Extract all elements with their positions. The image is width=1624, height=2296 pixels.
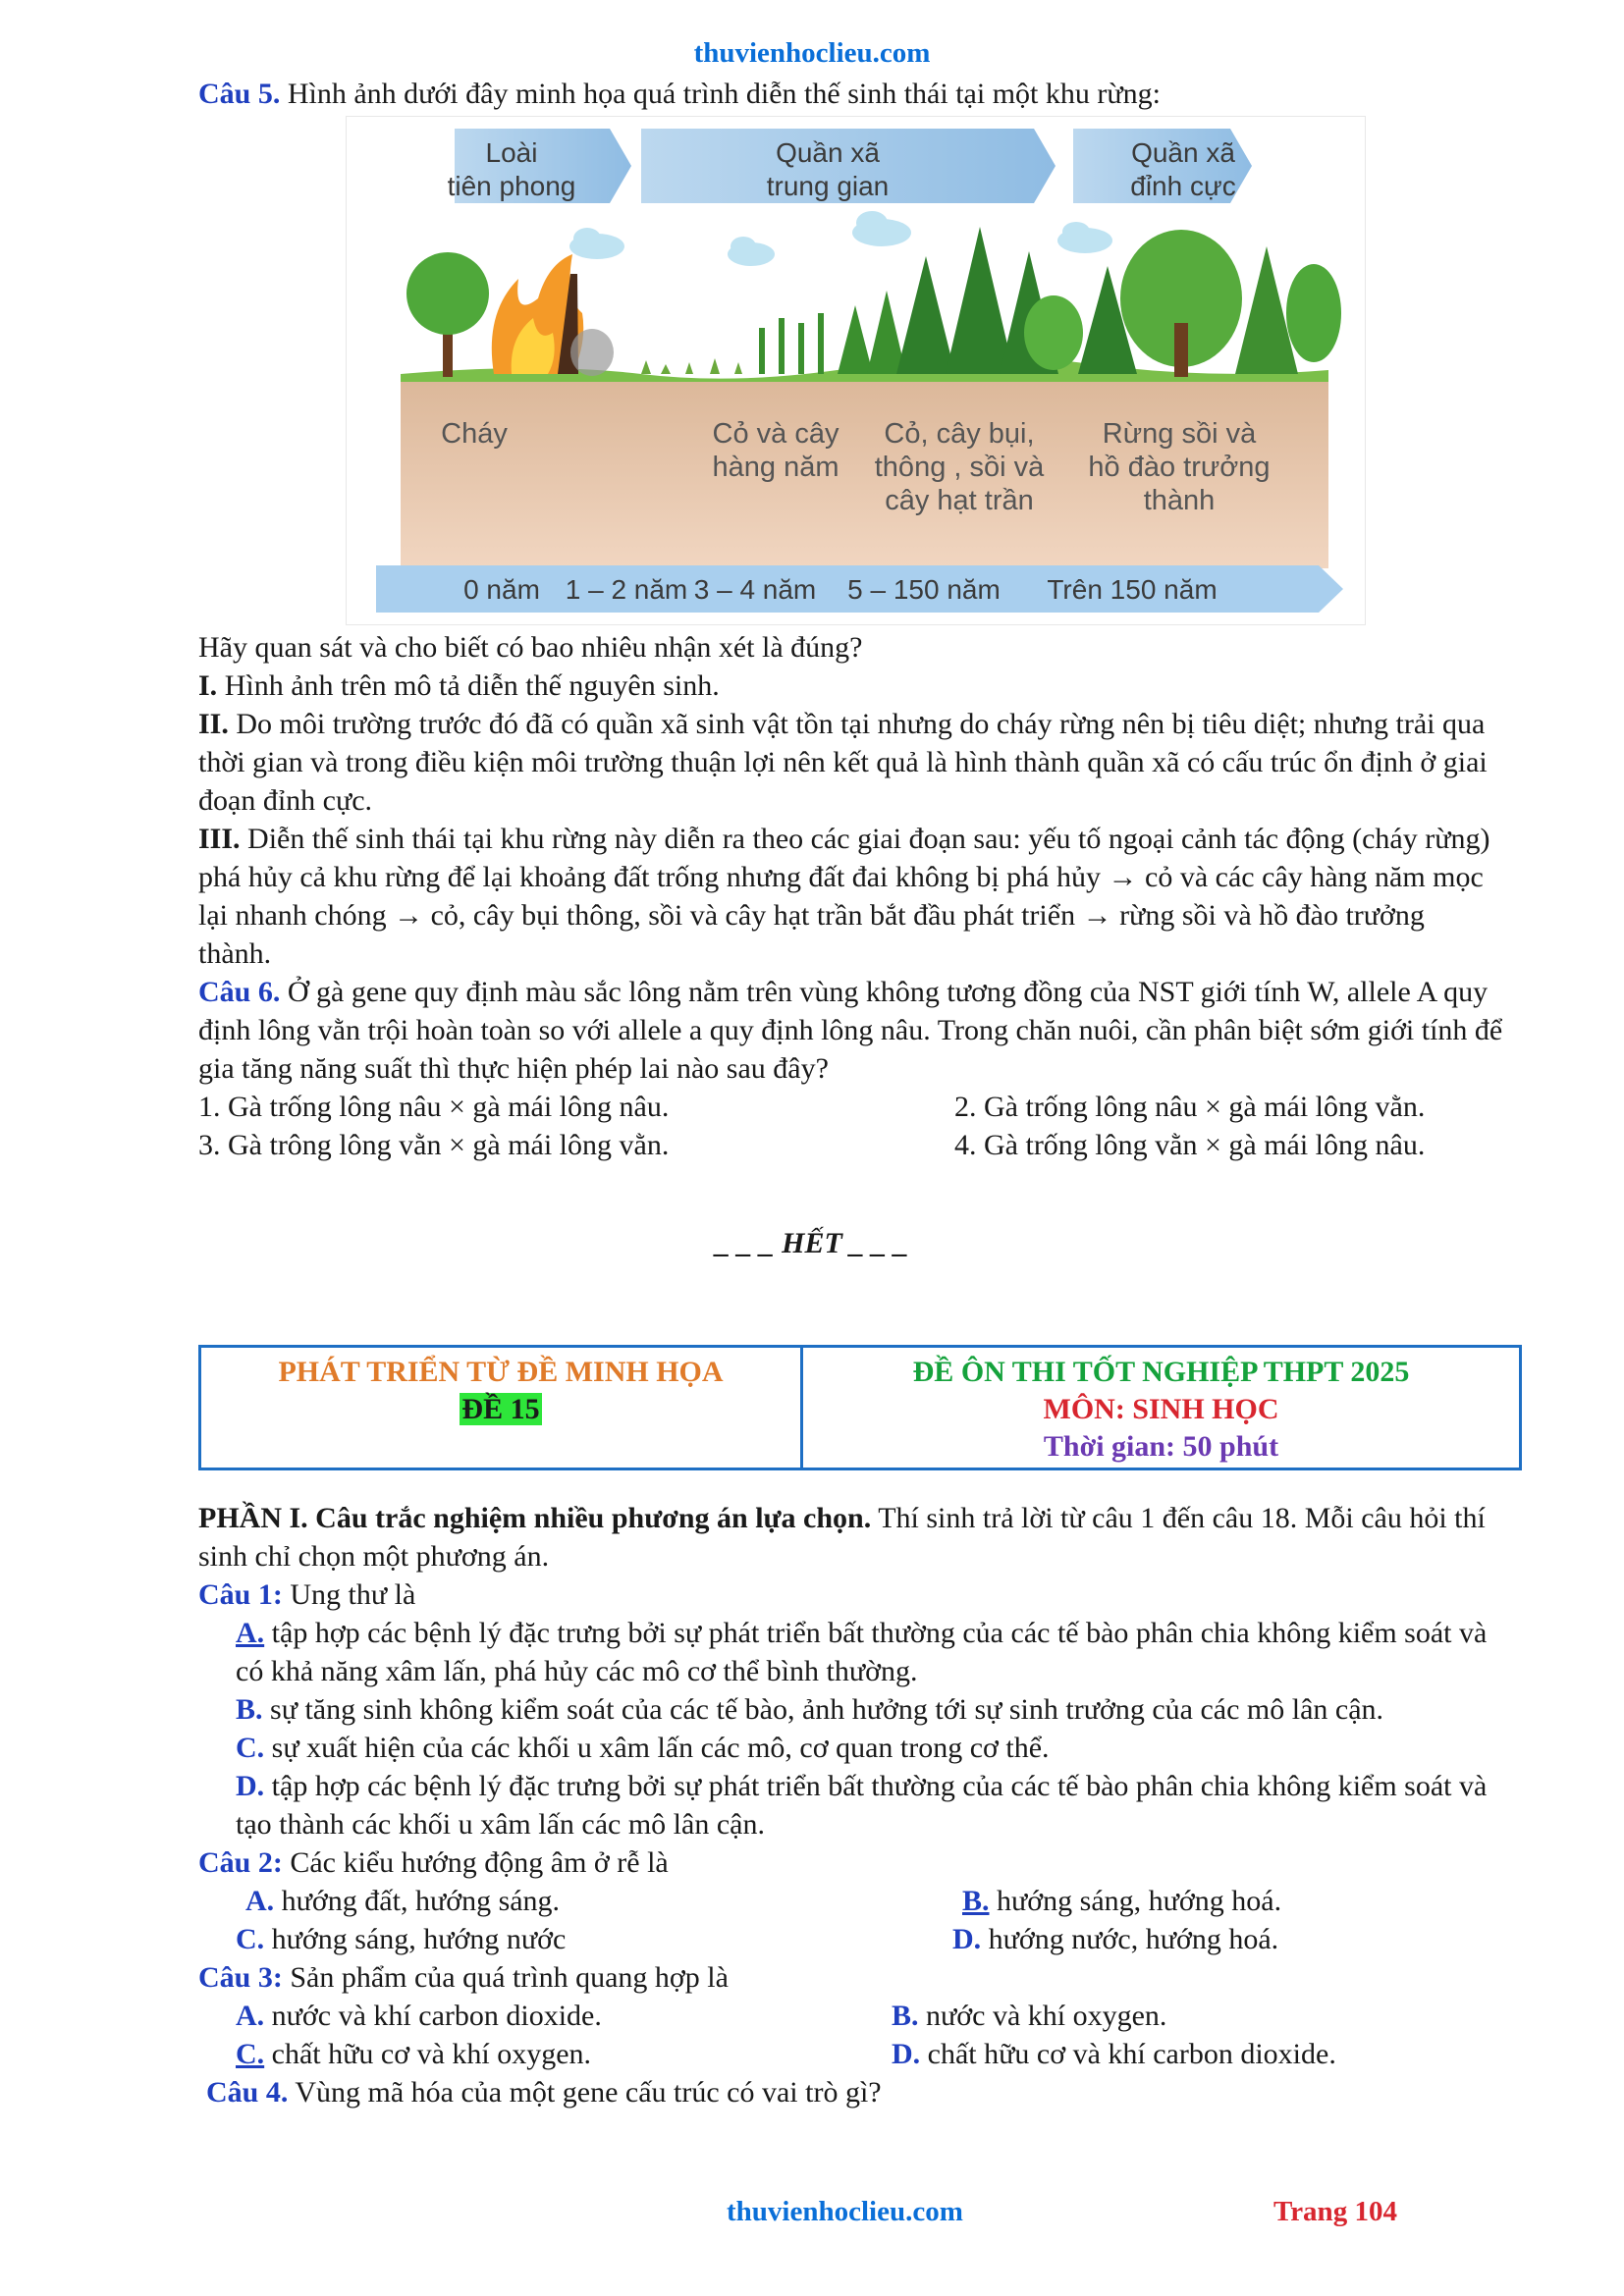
q5-body bbox=[198, 628, 1504, 1164]
mature-forest bbox=[1078, 230, 1341, 377]
stage3-line1: Quần xã bbox=[1131, 137, 1235, 168]
c2-option-b: B. hướng sáng, hướng hoá. bbox=[962, 1885, 1282, 1917]
q5-label: Câu 5. bbox=[198, 78, 281, 110]
q5-prompt: Hãy quan sát và cho biết có bao nhiêu nhận xét là đúng? bbox=[198, 631, 863, 664]
timeline-arrowhead bbox=[1319, 565, 1343, 613]
succession-figure bbox=[346, 116, 1366, 625]
clouds bbox=[569, 211, 1112, 266]
q6-options-row1 bbox=[198, 1088, 1504, 1126]
exam-subject: MÔN: SINH HỌC bbox=[1043, 1393, 1279, 1425]
c2-options-row2 bbox=[198, 1920, 1504, 1958]
succession-illustration bbox=[347, 117, 1365, 624]
q5-statement-1: I. Hình ảnh trên mô tả diễn thế nguyên sinh. bbox=[198, 669, 720, 702]
stage1-line2: tiên phong bbox=[447, 171, 576, 201]
fire-label: Cháy bbox=[441, 418, 508, 450]
c1-line1: Cỏ và cây bbox=[712, 418, 839, 450]
c2-option-c: C. hướng sáng, hướng nước bbox=[236, 1923, 567, 1955]
c2-option-a: A. hướng đất, hướng sáng. bbox=[245, 1885, 561, 1917]
part1-instructions: PHẦN I. Câu trắc nghiệm nhiều phương án lựa chọn. Thí sinh trả lời từ câu 1 đến câu 18. Mỗi câu hỏi thí sinh chỉ chọn một phương án. bbox=[198, 1502, 1486, 1573]
q5-statement-2: II. Do môi trường trước đó đã có quần xã sinh vật tồn tại nhưng do cháy rừng nên bị tiêu diệt; nhưng trải qua thời gian và trong điều kiện môi trường thuận lợi nên kết quả là hình thành quần xã có cấu trúc ổn định ở giai đoạn đỉnh cực. bbox=[198, 708, 1488, 817]
exam-title: ĐỀ ÔN THI TỐT NGHIỆP THPT 2025 bbox=[912, 1356, 1410, 1388]
c3-line2: hồ đào trưởng bbox=[1088, 452, 1271, 483]
q6-stem: Câu 6. Ở gà gene quy định màu sắc lông nằm trên vùng không tương đồng của NST giới tính W, allele A quy định lông vằn trội hoàn toàn so với allele a quy định lông nâu. Trong chăn nuôi, cần phân biệt sớm giới tính để gia tăng năng suất thì thực hiện phép lai nào sau đây? bbox=[198, 976, 1503, 1085]
c3-options-row1 bbox=[198, 1997, 1504, 2035]
c2-stem: Câu 2: Các kiểu hướng động âm ở rễ là bbox=[198, 1846, 669, 1879]
c3-options-row2 bbox=[198, 2035, 1504, 2073]
stage2-line1: Quần xã bbox=[776, 137, 880, 168]
footer-page-number: Trang 104 bbox=[1273, 2196, 1397, 2227]
header-site-name: thuvienhoclieu.com bbox=[693, 37, 931, 69]
c1-option-a: A. tập hợp các bệnh lý đặc trưng bởi sự phát triển bất thường của các tế bào phân chia không kiểm soát và có khả năng xâm lấn, phá hủy các mô cơ thể bình thường. bbox=[236, 1617, 1488, 1687]
q6-option-3: 3. Gà trông lông vằn × gà mái lông vằn. bbox=[198, 1129, 670, 1161]
c2-line1: Cỏ, cây bụi, bbox=[884, 418, 1035, 450]
c3-option-c: C. chất hữu cơ và khí oxygen. bbox=[236, 2038, 592, 2070]
c1-option-c: C. sự xuất hiện của các khối u xâm lấn các mô, cơ quan trong cơ thể. bbox=[236, 1732, 1050, 1764]
grass-tufts bbox=[641, 358, 742, 374]
c4-stem: Câu 4. Vùng mã hóa của một gene cấu trúc có vai trò gì? bbox=[206, 2076, 882, 2109]
q6-option-2: 2. Gà trống lông nâu × gà mái lông vằn. bbox=[954, 1091, 1426, 1123]
footer-site-name: thuvienhoclieu.com bbox=[727, 2196, 963, 2227]
exam-duration: Thời gian: 50 phút bbox=[1043, 1430, 1279, 1463]
timeline-0: 0 năm bbox=[463, 574, 540, 605]
c2-line2: thông , sồi và bbox=[874, 452, 1045, 483]
c3-option-b: B. nước và khí oxygen. bbox=[892, 2000, 1167, 2032]
q5-text: Hình ảnh dưới đây minh họa quá trình diễn thế sinh thái tại một khu rừng: bbox=[280, 78, 1161, 110]
exam-header-box bbox=[198, 1345, 1522, 1470]
c3-option-a: A. nước và khí carbon dioxide. bbox=[236, 2000, 602, 2032]
c3-line1: Rừng sồi và bbox=[1102, 418, 1257, 450]
q6-option-1: 1. Gà trống lông nâu × gà mái lông nâu. bbox=[198, 1091, 670, 1123]
exam-header-right bbox=[803, 1348, 1519, 1468]
tree-left bbox=[406, 252, 489, 377]
c3-line3: thành bbox=[1143, 485, 1216, 516]
c1-option-b: B. sự tăng sinh không kiểm soát của các tế bào, ảnh hưởng tới sự sinh trưởng của các mô lân cận. bbox=[236, 1693, 1384, 1726]
timeline-3: 5 – 150 năm bbox=[847, 574, 1001, 605]
q6-options-row2 bbox=[198, 1126, 1504, 1164]
mid-conifers bbox=[896, 227, 1083, 374]
stage2-line2: trung gian bbox=[766, 171, 890, 201]
timeline-4: Trên 150 năm bbox=[1047, 574, 1218, 605]
exam-header-left bbox=[201, 1348, 803, 1468]
c1-option-d: D. tập hợp các bệnh lý đặc trưng bởi sự phát triển bất thường của các tế bào phân chia không kiểm soát và tạo thành các khối u xâm lấn các mô lân cận. bbox=[236, 1770, 1488, 1841]
timeline-1: 1 – 2 năm bbox=[565, 574, 688, 605]
c1-line2: hàng năm bbox=[712, 452, 839, 483]
young-trees bbox=[759, 291, 906, 374]
q5-heading bbox=[198, 75, 1504, 113]
fire bbox=[492, 254, 614, 376]
c3-stem: Câu 3: Sản phẩm của quá trình quang hợp là bbox=[198, 1961, 729, 1994]
stage3-line2: đỉnh cực bbox=[1130, 171, 1236, 201]
stage1-line1: Loài bbox=[485, 137, 538, 168]
q5-statement-3: III. Diễn thế sinh thái tại khu rừng này diễn ra theo các giai đoạn sau: yếu tố ngoại cảnh tác động (cháy rừng) phá hủy cả khu rừng để lại khoảng đất trống nhưng đất đai không bị phá hủy → cỏ và các cây hàng năm mọc lại nhanh chóng → cỏ, cây bụi thông, sồi và cây hạt trần bắt đầu phát triển → rừng sồi và hồ đào trưởng thành. bbox=[198, 823, 1490, 970]
part1-section bbox=[198, 1499, 1504, 2111]
c2-option-d: D. hướng nước, hướng hoá. bbox=[952, 1923, 1279, 1955]
c2-line3: cây hạt trần bbox=[885, 485, 1034, 516]
end-mark: _ _ _ HẾT _ _ _ bbox=[715, 1227, 909, 1259]
q6-option-4: 4. Gà trống lông vằn × gà mái lông nâu. bbox=[954, 1129, 1426, 1161]
timeline-2: 3 – 4 năm bbox=[693, 574, 817, 605]
c2-options-row1 bbox=[198, 1882, 1504, 1920]
exam-source: PHÁT TRIỂN TỪ ĐỀ MINH HỌA bbox=[278, 1356, 724, 1388]
c1-stem: Câu 1: Ung thư là bbox=[198, 1578, 416, 1611]
exam-number: ĐỀ 15 bbox=[461, 1393, 540, 1425]
c3-option-d: D. chất hữu cơ và khí carbon dioxide. bbox=[892, 2038, 1336, 2070]
